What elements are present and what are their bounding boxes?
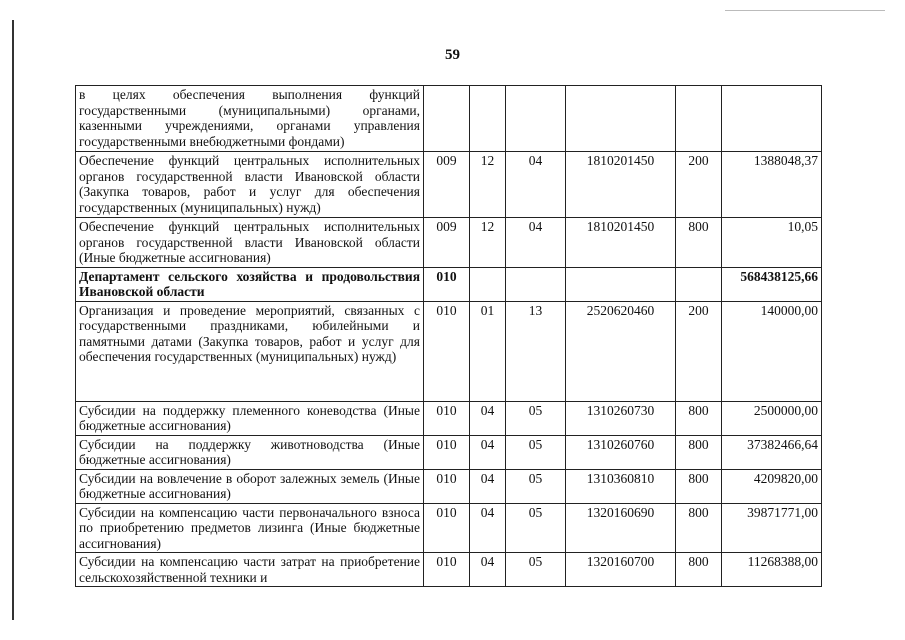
- cell-grbs: 010: [424, 401, 470, 435]
- cell-target-article: 1310260760: [566, 435, 676, 469]
- scan-edge-left: [12, 20, 14, 620]
- cell-section: 04: [470, 401, 506, 435]
- table-row: [76, 152, 822, 218]
- cell-amount: 39871771,00: [722, 503, 822, 553]
- cell-subsection: 05: [506, 469, 566, 503]
- table-row: [76, 401, 822, 435]
- cell-target-article: 1310360810: [566, 469, 676, 503]
- cell-subsection: 04: [506, 218, 566, 268]
- cell-expense-type: 800: [676, 401, 722, 435]
- cell-grbs: 010: [424, 469, 470, 503]
- cell-expense-type: 200: [676, 301, 722, 401]
- cell-expense-type: [676, 267, 722, 301]
- table-row: [76, 267, 822, 301]
- cell-amount: [722, 86, 822, 152]
- cell-target-article: 1320160690: [566, 503, 676, 553]
- cell-name: Обеспечение функций центральных исполнительных органов государственной власти Ивановской области (Иные бюджетные ассигнования): [76, 218, 424, 268]
- cell-grbs: 010: [424, 435, 470, 469]
- cell-grbs: 009: [424, 218, 470, 268]
- cell-grbs: 010: [424, 301, 470, 401]
- cell-amount: 140000,00: [722, 301, 822, 401]
- cell-amount: 10,05: [722, 218, 822, 268]
- cell-name: Субсидии на компенсацию части затрат на приобретение сельскохозяйственной техники и: [76, 553, 424, 587]
- cell-subsection: [506, 86, 566, 152]
- cell-name: в целях обеспечения выполнения функций государственными (муниципальными) органами, казенными учреждениями, органами управления государственными внебюджетными фондами): [76, 86, 424, 152]
- cell-expense-type: 800: [676, 218, 722, 268]
- cell-target-article: 1810201450: [566, 152, 676, 218]
- cell-name: Департамент сельского хозяйства и продовольствия Ивановской области: [76, 267, 424, 301]
- cell-amount: 37382466,64: [722, 435, 822, 469]
- cell-subsection: 04: [506, 152, 566, 218]
- cell-amount: 568438125,66: [722, 267, 822, 301]
- cell-expense-type: [676, 86, 722, 152]
- cell-expense-type: 800: [676, 503, 722, 553]
- cell-section: 04: [470, 435, 506, 469]
- cell-subsection: 05: [506, 401, 566, 435]
- table-row: [76, 301, 822, 401]
- table-row: [76, 435, 822, 469]
- cell-section: [470, 86, 506, 152]
- cell-grbs: 010: [424, 503, 470, 553]
- cell-grbs: [424, 86, 470, 152]
- cell-target-article: [566, 267, 676, 301]
- cell-subsection: [506, 267, 566, 301]
- table-row: [76, 503, 822, 553]
- cell-expense-type: 200: [676, 152, 722, 218]
- cell-expense-type: 800: [676, 469, 722, 503]
- cell-target-article: 1310260730: [566, 401, 676, 435]
- cell-section: 04: [470, 553, 506, 587]
- cell-grbs: 009: [424, 152, 470, 218]
- cell-subsection: 05: [506, 435, 566, 469]
- cell-target-article: 2520620460: [566, 301, 676, 401]
- cell-subsection: 05: [506, 503, 566, 553]
- table-row: [76, 469, 822, 503]
- cell-section: 12: [470, 152, 506, 218]
- cell-expense-type: 800: [676, 553, 722, 587]
- cell-subsection: 05: [506, 553, 566, 587]
- table-row: [76, 553, 822, 587]
- cell-name: Субсидии на поддержку племенного коневодства (Иные бюджетные ассигнования): [76, 401, 424, 435]
- cell-section: [470, 267, 506, 301]
- cell-target-article: [566, 86, 676, 152]
- cell-name: Субсидии на вовлечение в оборот залежных земель (Иные бюджетные ассигнования): [76, 469, 424, 503]
- cell-section: 04: [470, 469, 506, 503]
- cell-amount: 4209820,00: [722, 469, 822, 503]
- cell-section: 12: [470, 218, 506, 268]
- cell-name: Субсидии на компенсацию части первоначального взноса по приобретению предметов лизинга (Иные бюджетные ассигнования): [76, 503, 424, 553]
- scan-edge-top: [725, 10, 885, 11]
- table-row: [76, 218, 822, 268]
- cell-subsection: 13: [506, 301, 566, 401]
- cell-grbs: 010: [424, 267, 470, 301]
- cell-section: 04: [470, 503, 506, 553]
- cell-amount: 1388048,37: [722, 152, 822, 218]
- cell-target-article: 1320160700: [566, 553, 676, 587]
- page-number: 59: [445, 47, 460, 63]
- cell-amount: 11268388,00: [722, 553, 822, 587]
- cell-expense-type: 800: [676, 435, 722, 469]
- cell-grbs: 010: [424, 553, 470, 587]
- budget-table-body: [76, 86, 822, 587]
- cell-name: Обеспечение функций центральных исполнительных органов государственной власти Ивановской области (Закупка товаров, работ и услуг для обеспечения государственных (муниципальных) нужд): [76, 152, 424, 218]
- cell-section: 01: [470, 301, 506, 401]
- cell-target-article: 1810201450: [566, 218, 676, 268]
- cell-amount: 2500000,00: [722, 401, 822, 435]
- table-row: [76, 86, 822, 152]
- cell-name: Организация и проведение мероприятий, связанных с государственными праздниками, юбилейными и памятными датами (Закупка товаров, работ и услуг для обеспечения государственных (муниципальных) нужд): [76, 301, 424, 401]
- cell-name: Субсидии на поддержку животноводства (Иные бюджетные ассигнования): [76, 435, 424, 469]
- budget-table: [75, 85, 822, 587]
